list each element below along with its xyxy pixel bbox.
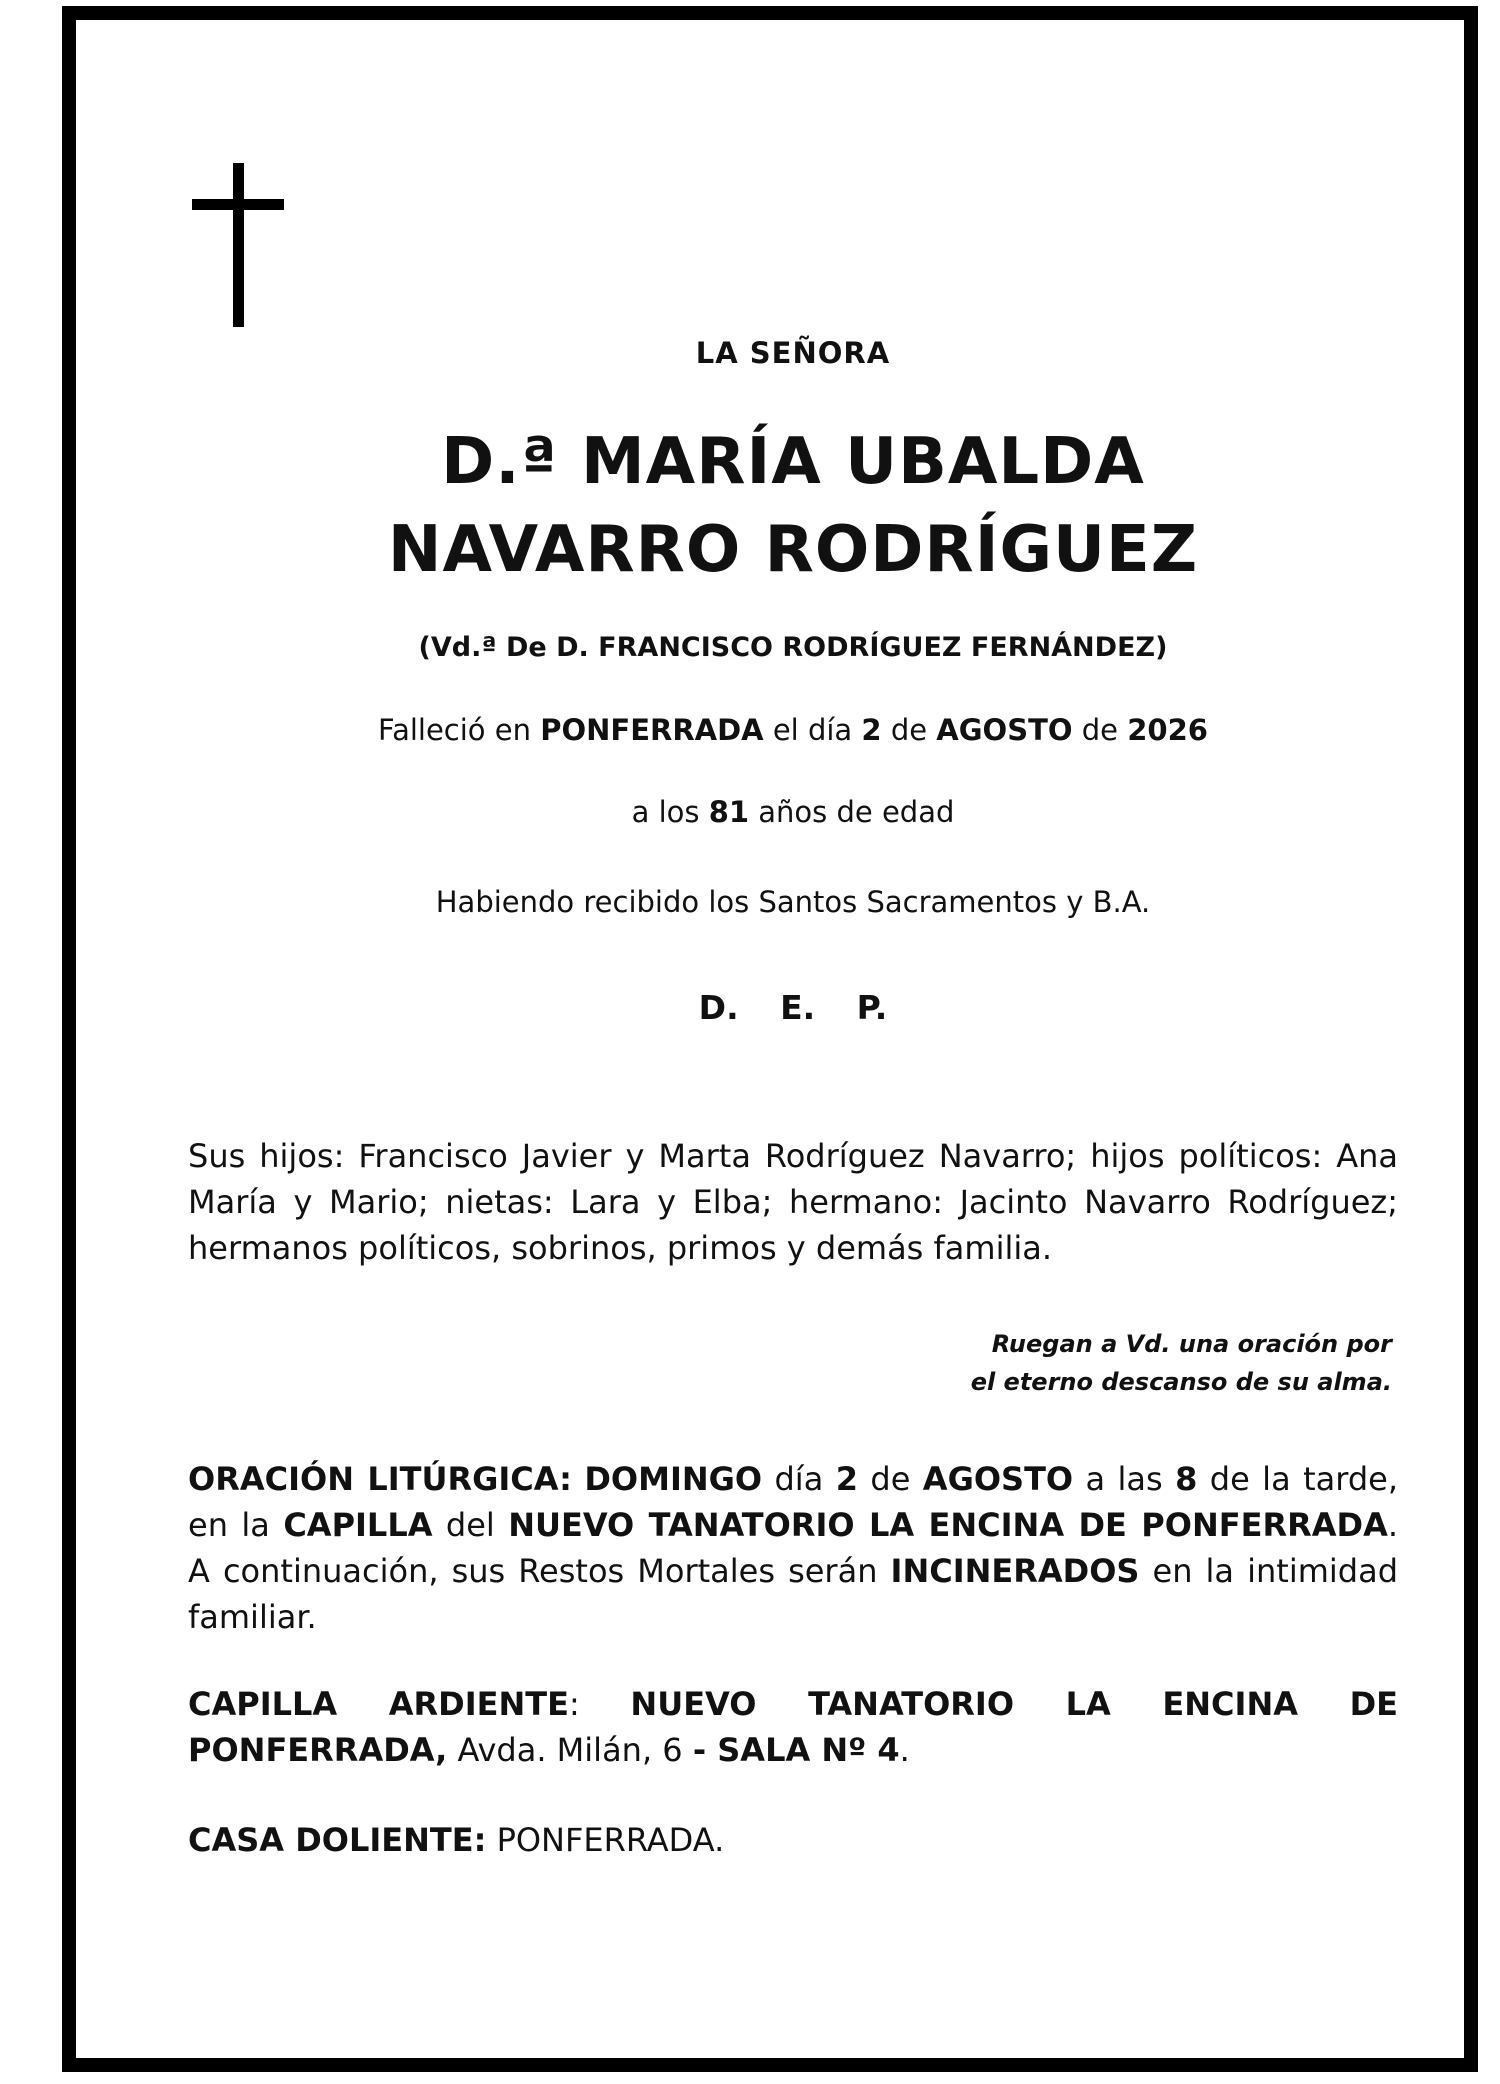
name-line-2: NAVARRO RODRÍGUEZ — [387, 513, 1199, 587]
heading: LA SEÑORA — [695, 336, 891, 370]
prayer-line-2: el eterno descanso de su alma. — [970, 1368, 1392, 1396]
sacraments: Habiendo recibido los Santos Sacramentos y B.A. — [435, 885, 1151, 919]
prayer-line-1: Ruegan a Vd. una oración por — [991, 1330, 1392, 1358]
age-years: 81 — [708, 795, 750, 829]
deceased-name — [188, 418, 1398, 594]
name-line-1: D.ª MARÍA UBALDA — [441, 425, 1145, 499]
family-text: Sus hijos: Francisco Javier y Marta Rodríguez Navarro; hijos políticos: Ana María y Mario; nietas: Lara y Elba; hermano: Jacinto Navarro Rodríguez; hermanos políticos, sobrinos, primos y demás familia. — [188, 1137, 1398, 1267]
death-place: PONFERRADA — [540, 713, 764, 747]
oracion-liturgica: ORACIÓN LITÚRGICA: DOMINGO día 2 de AGOSTO a las 8 de la tarde, en la CAPILLA del NUEVO TANATORIO LA ENCINA DE PONFERRADA. A continuación, sus Restos Mortales serán INCINERADOS en la intimidad familiar. — [188, 1460, 1399, 1636]
dep: D. E. P. — [698, 988, 888, 1027]
death-info: Falleció en PONFERRADA el día 2 de AGOSTO de 2026 — [378, 713, 1208, 747]
prayer-request — [760, 1325, 1392, 1401]
age-info: a los 81 años de edad — [631, 795, 955, 829]
casa-doliente: CASA DOLIENTE: PONFERRADA. — [188, 1821, 725, 1859]
widow-of: (Vd.ª De D. FRANCISCO RODRÍGUEZ FERNÁNDEZ) — [418, 632, 1168, 663]
death-day: 2 — [861, 713, 882, 747]
death-month: AGOSTO — [936, 713, 1073, 747]
death-year: 2026 — [1127, 713, 1208, 747]
cross-icon — [192, 163, 284, 327]
capilla-ardiente: CAPILLA ARDIENTE: NUEVO TANATORIO LA ENCINA DE PONFERRADA, Avda. Milán, 6 - SALA Nº 4. — [188, 1685, 1399, 1769]
